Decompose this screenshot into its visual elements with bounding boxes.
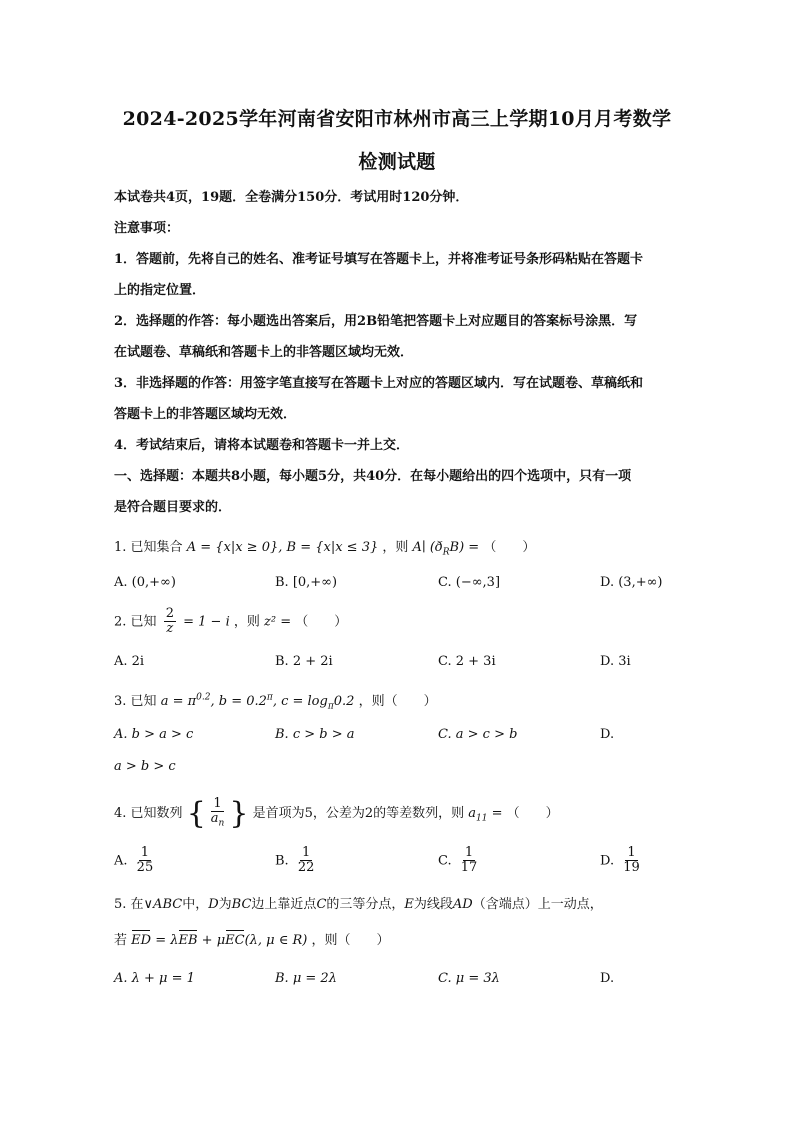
question-3 <box>114 690 437 712</box>
exam-title-line1: 2024-2025学年河南省安阳市林州市高三上学期10月月考数学 <box>122 108 672 130</box>
q3-mid: ，则（ ） <box>358 694 437 709</box>
q5-option-d: D. <box>600 971 615 986</box>
exam-title-line2: 检测试题 <box>358 151 436 173</box>
q1-expr: A∣ $(ð_RB)$ = <box>412 540 480 558</box>
q1-blank: （ ） <box>483 540 536 555</box>
notice-line: 1．答题前，先将自己的姓名、准考证号填写在答题卡上，并将准考证号条形码粘贴在答题卡 <box>114 252 644 267</box>
q1-option-d: D. (3,+∞) <box>600 575 663 590</box>
q1-option-b: B. [0,+∞) <box>275 575 338 590</box>
q2-option-a: A. 2i <box>114 654 145 669</box>
q4-right-brace: } <box>229 796 249 831</box>
q2-blank: （ ） <box>295 614 348 630</box>
notice-line: 上的指定位置． <box>114 283 206 298</box>
notice-heading: 注意事项： <box>114 221 180 236</box>
q1-mid: ，则 <box>382 540 409 555</box>
q5-option-c: C. μ = 3λ <box>438 971 500 986</box>
notice-line: 3．非选择题的作答：用签字笔直接写在答题卡上对应的答题区域内．写在试题卷、草稿纸和 <box>114 376 644 391</box>
q4-option-b: B. $\frac{1}{22}$ <box>275 845 315 876</box>
q4-option-c: C. $\frac{1}{17}$ <box>438 845 478 876</box>
q4-suffix: 是首项为5，公差为2的等差数列，则 <box>252 806 465 821</box>
notice-line: 2．选择题的作答：每小题选出答案后，用2B铅笔把答题卡上对应题目的答案标号涂黑．写 <box>114 314 638 329</box>
q2-expr: z² = <box>264 614 292 630</box>
q1-option-a: A. (0,+∞) <box>114 575 176 590</box>
q4-fraction: $\frac{1}{a_n}$ <box>210 796 225 829</box>
q5-option-a: A. λ + μ = 1 <box>114 971 195 986</box>
q1-option-c: C. (−∞,3] <box>438 575 501 590</box>
q3-option-d-value: a > b > c <box>114 759 176 774</box>
q2-option-b: B. 2 + 2i <box>275 654 333 669</box>
notice-line: 在试题卷、草稿纸和答题卡上的非答题区域均无效． <box>114 345 414 360</box>
q3-option-c: C. a > c > b <box>438 727 518 742</box>
q5-option-b: B. μ = 2λ <box>275 971 337 986</box>
section-heading-cont: 是符合题目要求的． <box>114 500 232 515</box>
q4-blank: （ ） <box>506 806 559 821</box>
q2-prefix: 2. 已知 <box>114 614 157 630</box>
q2-mid: ，则 <box>233 614 260 630</box>
question-2 <box>114 607 347 637</box>
q2-eq: = 1 − i <box>183 614 230 630</box>
q4-left-brace: { <box>186 796 206 831</box>
q3-option-b: B. c > b > a <box>275 727 355 742</box>
q3-option-d: D. <box>600 727 615 742</box>
q3-expr: $a = \pi^{0.2}$, $b = 0.2^\pi$, $c = \log_\pi 0.2$ <box>160 692 355 712</box>
notice-line: 4．考试结束后，请将本试题卷和答题卡一并上交． <box>114 438 410 453</box>
q3-prefix: 3. 已知 <box>114 694 157 709</box>
question-1 <box>114 536 535 558</box>
q2-option-c: C. 2 + 3i <box>438 654 496 669</box>
q1-prefix: 1. 已知集合 <box>114 540 183 555</box>
question-4 <box>114 796 559 831</box>
q2-option-d: D. 3i <box>600 654 631 669</box>
section-heading: 一、选择题：本题共8小题，每小题5分，共40分．在每小题给出的四个选项中，只有一项 <box>114 469 632 484</box>
question-5-line2: 若 ED = λEB + μEC(λ, μ ∈ R) ，则（ ） <box>114 933 390 948</box>
q3-option-a: A. b > a > c <box>114 727 194 742</box>
question-5-line1: 5. 在∨ABC中，D为BC边上靠近点C的三等分点，E为线段AD（含端点）上一动点， <box>114 897 603 912</box>
q4-option-d: D. $\frac{1}{19}$ <box>600 845 640 876</box>
q4-expr: $a_{11}$ = <box>468 806 503 824</box>
q4-option-a: A. $\frac{1}{25}$ <box>114 845 154 876</box>
q2-fraction: $\frac{2}{z}$ <box>165 606 174 637</box>
exam-intro: 本试卷共4页，19题．全卷满分150分．考试用时120分钟． <box>114 190 469 205</box>
q4-prefix: 4. 已知数列 <box>114 806 183 821</box>
q1-sets: A = {x|x ≥ 0}, B = {x|x ≤ 3} <box>186 540 379 555</box>
notice-line: 答题卡上的非答题区域均无效． <box>114 407 297 422</box>
